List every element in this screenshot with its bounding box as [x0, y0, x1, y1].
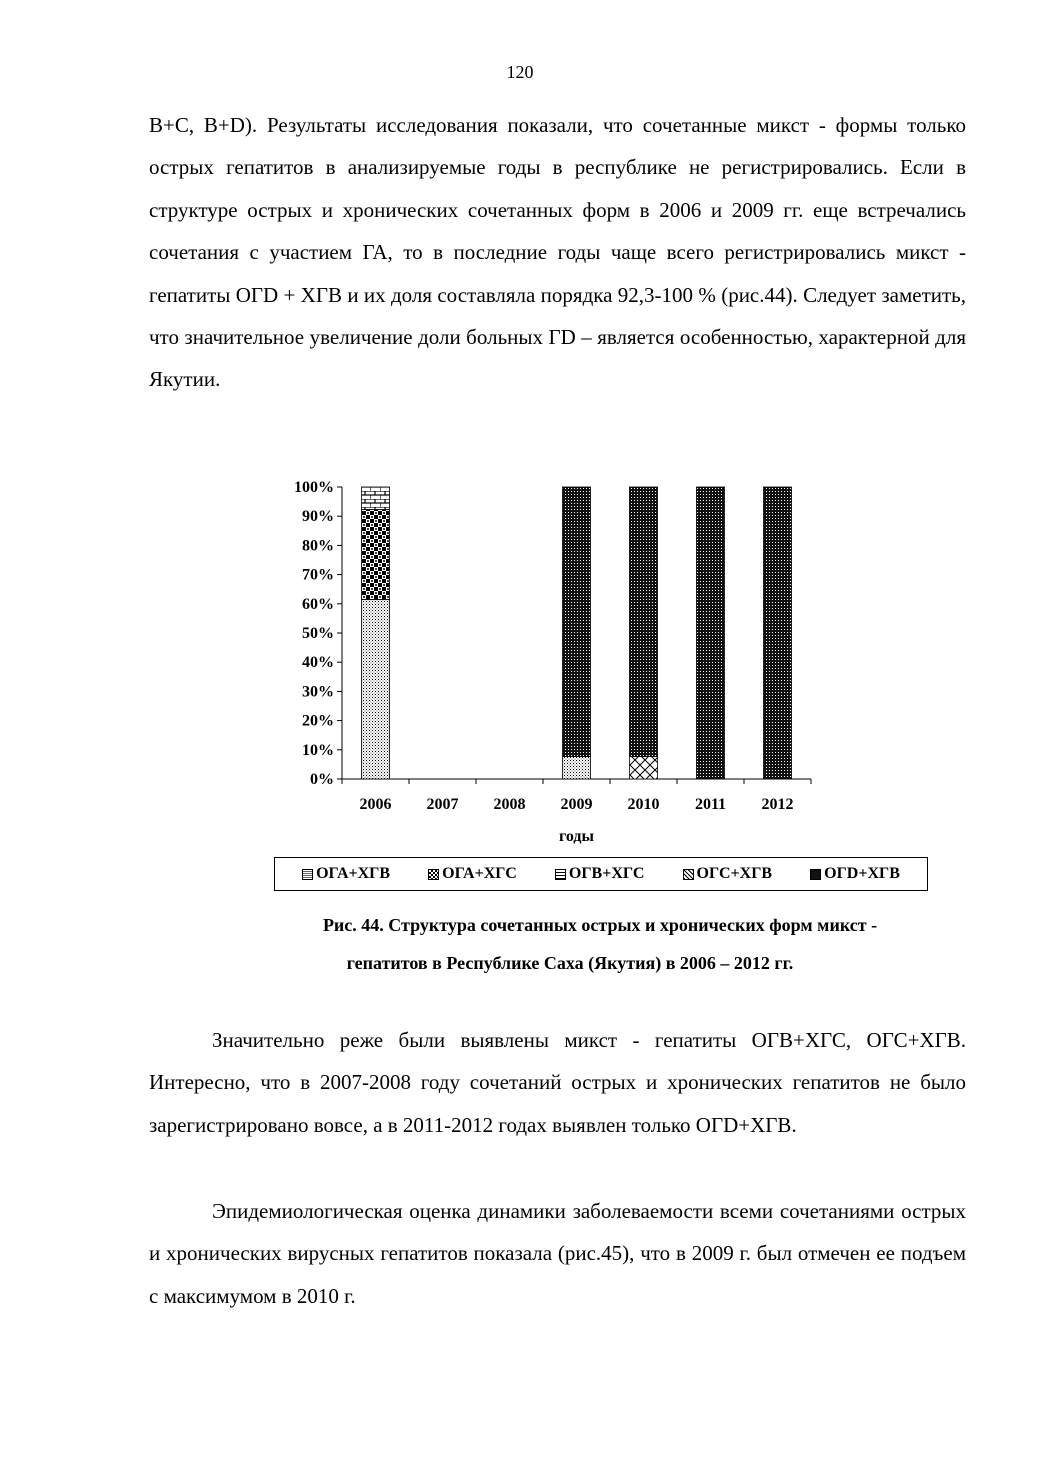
- bar-segment: [764, 487, 792, 779]
- legend-label: ОГD+ХГВ: [824, 865, 900, 882]
- y-tick-label: 80%: [302, 537, 334, 555]
- paragraph-2: Значительно реже были выявлены микст - гепатиты ОГВ+ХГС, ОГС+ХГВ. Интересно, что в 2007-2008 году сочетаний острых и хронических гепатитов не было зарегистрировано вовсе, а в 2011-2012 годах выявлен только ОГD+ХГВ.: [149, 1028, 966, 1137]
- bar-segment: [563, 487, 591, 757]
- stacked-bar-chart: [270, 475, 830, 855]
- paragraph-1: B+C, B+D). Результаты исследования показали, что сочетанные микст - формы только острых гепатитов в анализируемые годы в республике не регистрировались. Если в структуре острых и хронических сочетанных форм в 2006 и 2009 гг. еще встречались сочетания с участием ГА, то в последние годы чаще всего регистрировались микст - гепатиты ОГD + ХГВ и их доля составляла порядка 92,3-100 % (рис.44). Следует заметить, что значительное увеличение доли больных ГD – является особенностью, характерной для Якутии.: [149, 113, 966, 392]
- y-tick-label: 100%: [294, 479, 334, 496]
- figure-caption-line-1: Рис. 44. Структура сочетанных острых и хронических форм микст -: [322, 915, 878, 935]
- legend-item-ogv-hgs: [555, 865, 645, 883]
- legend-label: ОГС+ХГВ: [696, 865, 773, 882]
- legend-swatch-cross-icon: [683, 869, 694, 880]
- legend-label: ОГВ+ХГС: [568, 865, 645, 882]
- chart-legend: [274, 857, 928, 891]
- legend-swatch-dots-icon: [302, 869, 313, 880]
- page-number: 120: [506, 62, 534, 82]
- y-tick-label: 70%: [302, 566, 334, 584]
- legend-item-ogd-hgv: [810, 865, 900, 883]
- bar-segment: [362, 487, 390, 509]
- bar-segment: [697, 487, 725, 779]
- bar-segment: [563, 757, 591, 779]
- legend-item-oga-hgv: [302, 865, 390, 883]
- x-axis-title: годы: [559, 828, 594, 845]
- x-tick-label: 2010: [627, 796, 660, 813]
- legend-label: ОГА+ХГВ: [316, 865, 391, 882]
- bar-segment: [630, 487, 658, 757]
- y-tick-label: 30%: [302, 683, 334, 701]
- bar-segment: [362, 599, 390, 779]
- legend-swatch-brick-icon: [555, 869, 566, 880]
- y-tick-label: 0%: [310, 771, 334, 788]
- bar-segment: [630, 757, 658, 779]
- figure-caption-line-2: гепатитов в Республике Саха (Якутия) в 2006 – 2012 гг.: [346, 953, 794, 973]
- legend-item-oga-hgs: [428, 865, 517, 883]
- legend-item-ogs-hgv: [683, 865, 773, 883]
- x-tick-label: 2008: [493, 796, 526, 813]
- x-tick-label: 2007: [426, 796, 459, 813]
- x-tick-label: 2009: [560, 796, 593, 813]
- x-tick-label: 2012: [761, 796, 794, 813]
- y-tick-label: 40%: [302, 654, 334, 672]
- x-tick-label: 2011: [694, 796, 727, 813]
- y-tick-label: 10%: [302, 741, 334, 759]
- chart-bars: [362, 487, 792, 779]
- legend-label: ОГА+ХГС: [442, 865, 517, 882]
- x-tick-label: 2006: [359, 796, 392, 813]
- paragraph-3: Эпидемиологическая оценка динамики заболеваемости всеми сочетаниями острых и хронических вирусных гепатитов показала (рис.45), что в 2009 г. был отмечен ее подъем с максимумом в 2010 г.: [149, 1199, 966, 1308]
- bar-segment: [362, 509, 390, 599]
- y-tick-label: 50%: [302, 625, 334, 642]
- y-tick-label: 60%: [302, 595, 334, 613]
- y-tick-label: 20%: [302, 712, 334, 730]
- legend-swatch-dense-icon: [810, 869, 821, 880]
- legend-swatch-checker-icon: [428, 869, 439, 880]
- y-tick-label: 90%: [302, 508, 334, 526]
